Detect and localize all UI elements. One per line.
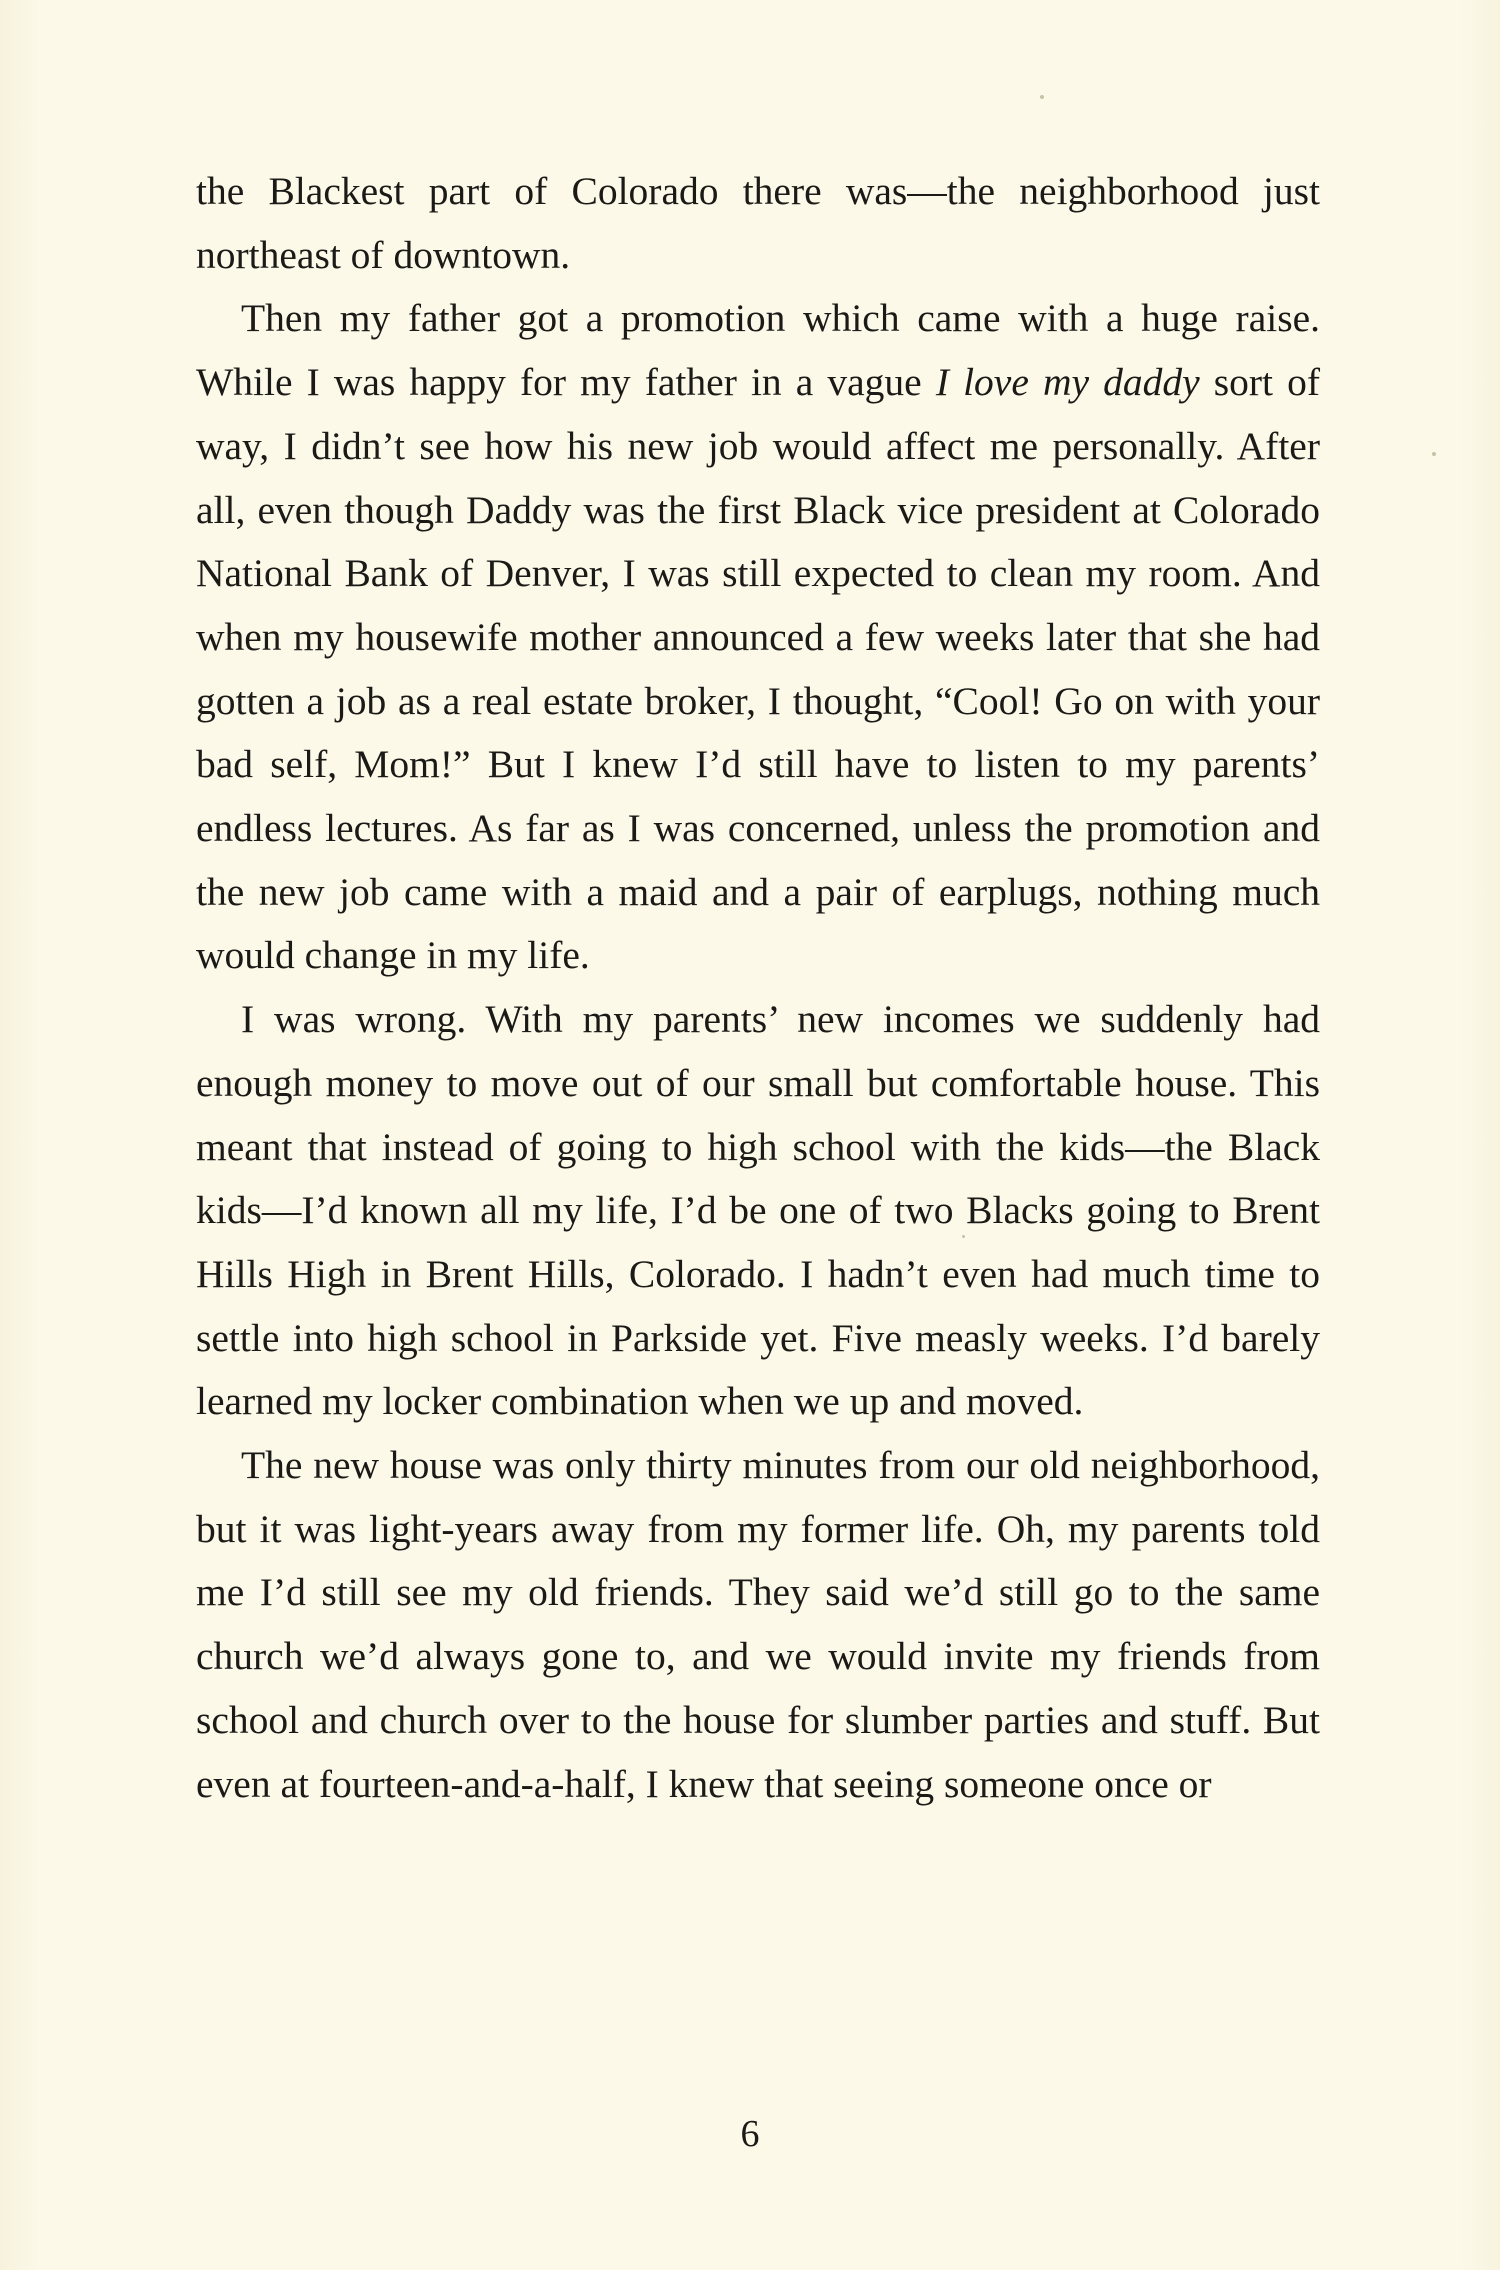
paragraph-4-text: The new house was only thirty minutes from our old neighborhood, but it was light-years away from my former life. Oh, my parents told me I’d still see my old friends. They said we’d still go to the same church we’d always gone to, and we would invite my friends from school and church over to the house for slumber parties and stuff. But even at fourteen-and-a-half, I knew that seeing someone once or <box>196 1443 1320 1806</box>
paragraph-3-text: I was wrong. With my parents’ new incomes we suddenly had enough money to move out of our small but comfortable house. This meant that instead of going to high school with the kids—the Black kids—I’d known all my life, I’d be one of two Blacks going to Brent Hills High in Brent Hills, Colorado. I hadn’t even had much time to settle into high school in Parkside yet. Five measly weeks. I’d barely learned my locker combination when we up and moved. <box>196 997 1320 1424</box>
paragraph-2-text-a: Then my father got a promotion which came with a huge raise. While I was happy for my father in a vague <box>196 296 1320 405</box>
paragraph-1 <box>196 160 1320 287</box>
paragraph-4 <box>196 1434 1320 1816</box>
paragraph-1-text: the Blackest part of Colorado there was—the neighborhood just northeast of downtown. <box>196 169 1320 277</box>
paper-speck <box>962 1235 965 1238</box>
paper-speck <box>1432 452 1436 456</box>
body-text <box>196 160 1320 1816</box>
page-number: 6 <box>740 2113 760 2155</box>
paper-speck <box>1040 95 1044 99</box>
paragraph-2-italic: I love my daddy <box>935 360 1200 405</box>
paragraph-3 <box>196 988 1320 1434</box>
paragraph-2 <box>196 287 1320 988</box>
paragraph-2-text-b: sort of way, I didn’t see how his new job would affect me personally. After all, even though Daddy was the first Black vice president at Colorado National Bank of Denver, I was still expected to clean my room. And when my housewife mother announced a few weeks later that she had gotten a job as a real estate broker, I thought, “Cool! Go on with your bad self, Mom!” But I knew I’d still have to listen to my parents’ endless lectures. As far as I was concerned, unless the promotion and the new job came with a maid and a pair of earplugs, nothing much would change in my life. <box>196 360 1320 978</box>
